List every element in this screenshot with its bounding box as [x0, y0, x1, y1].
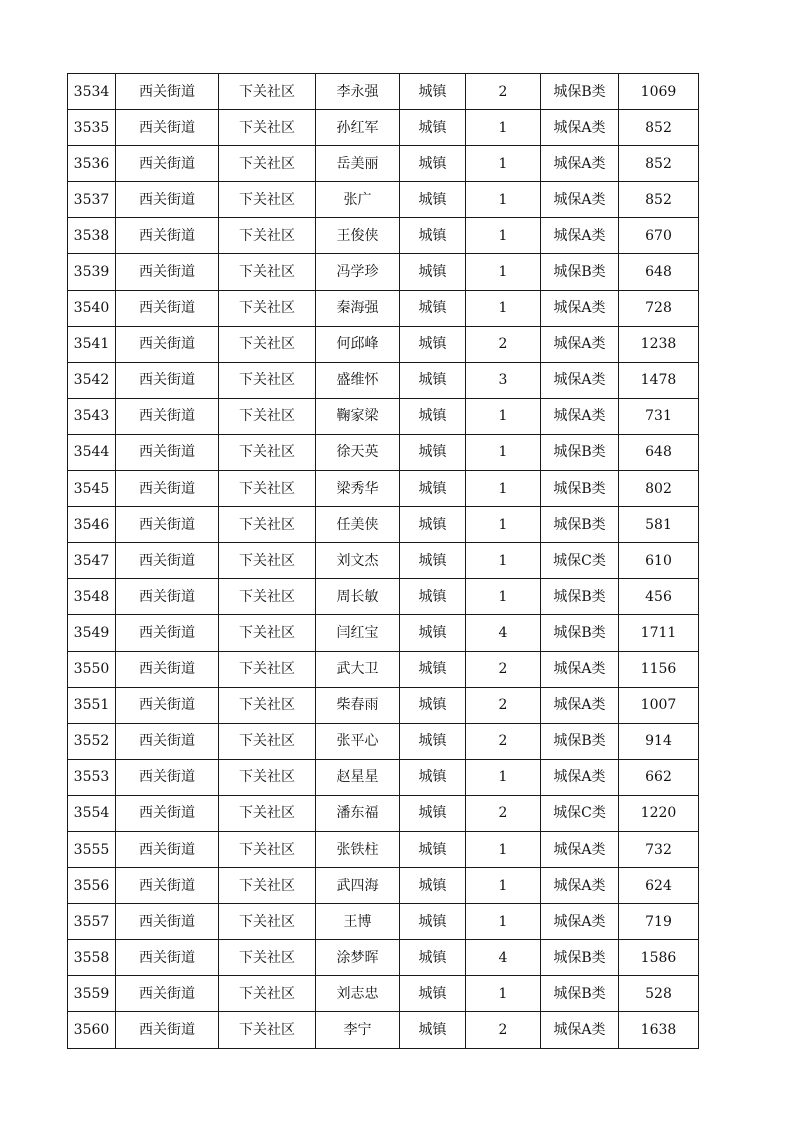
member-count-cell: 1 [466, 579, 541, 615]
street-cell: 西关街道 [116, 74, 219, 110]
community-cell: 下关社区 [219, 687, 316, 723]
household-type-cell: 城镇 [400, 651, 466, 687]
household-type-cell: 城镇 [400, 434, 466, 470]
table-row [68, 904, 699, 940]
street-cell: 西关街道 [116, 904, 219, 940]
community-cell: 下关社区 [219, 976, 316, 1012]
amount-cell: 852 [619, 110, 699, 146]
household-type-cell: 城镇 [400, 543, 466, 579]
name-cell: 鞠家梁 [316, 398, 400, 434]
table-row [68, 976, 699, 1012]
household-type-cell: 城镇 [400, 326, 466, 362]
table-row [68, 831, 699, 867]
table-row [68, 290, 699, 326]
amount-cell: 648 [619, 254, 699, 290]
amount-cell: 1007 [619, 687, 699, 723]
category-cell: 城保A类 [541, 290, 619, 326]
roster-table [67, 73, 699, 1049]
category-cell: 城保A类 [541, 759, 619, 795]
household-type-cell: 城镇 [400, 723, 466, 759]
category-cell: 城保B类 [541, 579, 619, 615]
member-count-cell: 2 [466, 687, 541, 723]
street-cell: 西关街道 [116, 831, 219, 867]
table-row [68, 795, 699, 831]
household-type-cell: 城镇 [400, 74, 466, 110]
name-cell: 王俊侠 [316, 218, 400, 254]
row-id-cell: 3539 [68, 254, 116, 290]
member-count-cell: 2 [466, 795, 541, 831]
member-count-cell: 2 [466, 723, 541, 759]
household-type-cell: 城镇 [400, 976, 466, 1012]
amount-cell: 581 [619, 507, 699, 543]
row-id-cell: 3557 [68, 904, 116, 940]
table-row [68, 254, 699, 290]
street-cell: 西关街道 [116, 326, 219, 362]
category-cell: 城保A类 [541, 1012, 619, 1048]
street-cell: 西关街道 [116, 651, 219, 687]
household-type-cell: 城镇 [400, 290, 466, 326]
name-cell: 徐天英 [316, 434, 400, 470]
community-cell: 下关社区 [219, 398, 316, 434]
street-cell: 西关街道 [116, 182, 219, 218]
street-cell: 西关街道 [116, 940, 219, 976]
name-cell: 孙红军 [316, 110, 400, 146]
household-type-cell: 城镇 [400, 759, 466, 795]
household-type-cell: 城镇 [400, 218, 466, 254]
household-type-cell: 城镇 [400, 362, 466, 398]
name-cell: 赵星星 [316, 759, 400, 795]
amount-cell: 852 [619, 182, 699, 218]
street-cell: 西关街道 [116, 398, 219, 434]
street-cell: 西关街道 [116, 362, 219, 398]
amount-cell: 914 [619, 723, 699, 759]
row-id-cell: 3555 [68, 831, 116, 867]
table-row [68, 182, 699, 218]
member-count-cell: 2 [466, 651, 541, 687]
street-cell: 西关街道 [116, 290, 219, 326]
member-count-cell: 1 [466, 398, 541, 434]
name-cell: 武四海 [316, 868, 400, 904]
household-type-cell: 城镇 [400, 687, 466, 723]
amount-cell: 1156 [619, 651, 699, 687]
amount-cell: 1638 [619, 1012, 699, 1048]
household-type-cell: 城镇 [400, 904, 466, 940]
name-cell: 张广 [316, 182, 400, 218]
table-row [68, 434, 699, 470]
row-id-cell: 3548 [68, 579, 116, 615]
street-cell: 西关街道 [116, 723, 219, 759]
street-cell: 西关街道 [116, 434, 219, 470]
category-cell: 城保A类 [541, 146, 619, 182]
category-cell: 城保A类 [541, 110, 619, 146]
community-cell: 下关社区 [219, 795, 316, 831]
amount-cell: 732 [619, 831, 699, 867]
table-row [68, 471, 699, 507]
row-id-cell: 3543 [68, 398, 116, 434]
amount-cell: 1711 [619, 615, 699, 651]
table-row [68, 507, 699, 543]
household-type-cell: 城镇 [400, 795, 466, 831]
category-cell: 城保A类 [541, 182, 619, 218]
amount-cell: 662 [619, 759, 699, 795]
household-type-cell: 城镇 [400, 182, 466, 218]
street-cell: 西关街道 [116, 218, 219, 254]
name-cell: 潘东福 [316, 795, 400, 831]
row-id-cell: 3535 [68, 110, 116, 146]
category-cell: 城保B类 [541, 471, 619, 507]
table-row [68, 110, 699, 146]
household-type-cell: 城镇 [400, 254, 466, 290]
member-count-cell: 1 [466, 434, 541, 470]
household-type-cell: 城镇 [400, 1012, 466, 1048]
community-cell: 下关社区 [219, 615, 316, 651]
street-cell: 西关街道 [116, 146, 219, 182]
table-row [68, 398, 699, 434]
row-id-cell: 3558 [68, 940, 116, 976]
amount-cell: 852 [619, 146, 699, 182]
community-cell: 下关社区 [219, 218, 316, 254]
category-cell: 城保B类 [541, 507, 619, 543]
row-id-cell: 3541 [68, 326, 116, 362]
community-cell: 下关社区 [219, 362, 316, 398]
member-count-cell: 1 [466, 471, 541, 507]
category-cell: 城保A类 [541, 218, 619, 254]
category-cell: 城保B类 [541, 723, 619, 759]
member-count-cell: 2 [466, 74, 541, 110]
name-cell: 王博 [316, 904, 400, 940]
amount-cell: 670 [619, 218, 699, 254]
category-cell: 城保C类 [541, 795, 619, 831]
row-id-cell: 3551 [68, 687, 116, 723]
street-cell: 西关街道 [116, 543, 219, 579]
community-cell: 下关社区 [219, 110, 316, 146]
category-cell: 城保A类 [541, 326, 619, 362]
name-cell: 李永强 [316, 74, 400, 110]
community-cell: 下关社区 [219, 326, 316, 362]
category-cell: 城保B类 [541, 940, 619, 976]
row-id-cell: 3552 [68, 723, 116, 759]
name-cell: 梁秀华 [316, 471, 400, 507]
member-count-cell: 1 [466, 218, 541, 254]
street-cell: 西关街道 [116, 507, 219, 543]
member-count-cell: 4 [466, 940, 541, 976]
name-cell: 闫红宝 [316, 615, 400, 651]
table-row [68, 1012, 699, 1048]
roster-table-body [68, 74, 699, 1049]
row-id-cell: 3553 [68, 759, 116, 795]
name-cell: 盛维怀 [316, 362, 400, 398]
member-count-cell: 1 [466, 254, 541, 290]
community-cell: 下关社区 [219, 651, 316, 687]
category-cell: 城保A类 [541, 362, 619, 398]
row-id-cell: 3537 [68, 182, 116, 218]
community-cell: 下关社区 [219, 1012, 316, 1048]
community-cell: 下关社区 [219, 940, 316, 976]
name-cell: 李宁 [316, 1012, 400, 1048]
row-id-cell: 3544 [68, 434, 116, 470]
row-id-cell: 3559 [68, 976, 116, 1012]
name-cell: 岳美丽 [316, 146, 400, 182]
table-row [68, 723, 699, 759]
household-type-cell: 城镇 [400, 110, 466, 146]
category-cell: 城保B类 [541, 976, 619, 1012]
table-row [68, 615, 699, 651]
street-cell: 西关街道 [116, 687, 219, 723]
amount-cell: 528 [619, 976, 699, 1012]
amount-cell: 1586 [619, 940, 699, 976]
amount-cell: 1478 [619, 362, 699, 398]
table-row [68, 868, 699, 904]
amount-cell: 624 [619, 868, 699, 904]
row-id-cell: 3556 [68, 868, 116, 904]
row-id-cell: 3549 [68, 615, 116, 651]
name-cell: 任美侠 [316, 507, 400, 543]
row-id-cell: 3547 [68, 543, 116, 579]
community-cell: 下关社区 [219, 904, 316, 940]
table-row [68, 543, 699, 579]
amount-cell: 648 [619, 434, 699, 470]
amount-cell: 719 [619, 904, 699, 940]
row-id-cell: 3540 [68, 290, 116, 326]
category-cell: 城保B类 [541, 434, 619, 470]
member-count-cell: 3 [466, 362, 541, 398]
name-cell: 张铁柱 [316, 831, 400, 867]
household-type-cell: 城镇 [400, 398, 466, 434]
member-count-cell: 1 [466, 831, 541, 867]
name-cell: 涂梦晖 [316, 940, 400, 976]
category-cell: 城保A类 [541, 831, 619, 867]
community-cell: 下关社区 [219, 831, 316, 867]
amount-cell: 1069 [619, 74, 699, 110]
household-type-cell: 城镇 [400, 940, 466, 976]
category-cell: 城保A类 [541, 687, 619, 723]
community-cell: 下关社区 [219, 868, 316, 904]
name-cell: 刘文杰 [316, 543, 400, 579]
row-id-cell: 3550 [68, 651, 116, 687]
member-count-cell: 2 [466, 1012, 541, 1048]
street-cell: 西关街道 [116, 615, 219, 651]
community-cell: 下关社区 [219, 146, 316, 182]
amount-cell: 731 [619, 398, 699, 434]
community-cell: 下关社区 [219, 254, 316, 290]
street-cell: 西关街道 [116, 868, 219, 904]
community-cell: 下关社区 [219, 471, 316, 507]
row-id-cell: 3546 [68, 507, 116, 543]
street-cell: 西关街道 [116, 795, 219, 831]
member-count-cell: 1 [466, 759, 541, 795]
household-type-cell: 城镇 [400, 615, 466, 651]
street-cell: 西关街道 [116, 759, 219, 795]
name-cell: 何邱峰 [316, 326, 400, 362]
community-cell: 下关社区 [219, 543, 316, 579]
table-row [68, 326, 699, 362]
name-cell: 刘志忠 [316, 976, 400, 1012]
table-row [68, 362, 699, 398]
street-cell: 西关街道 [116, 1012, 219, 1048]
street-cell: 西关街道 [116, 254, 219, 290]
category-cell: 城保A类 [541, 398, 619, 434]
community-cell: 下关社区 [219, 723, 316, 759]
household-type-cell: 城镇 [400, 579, 466, 615]
table-row [68, 687, 699, 723]
community-cell: 下关社区 [219, 290, 316, 326]
category-cell: 城保B类 [541, 615, 619, 651]
amount-cell: 456 [619, 579, 699, 615]
row-id-cell: 3534 [68, 74, 116, 110]
name-cell: 周长敏 [316, 579, 400, 615]
street-cell: 西关街道 [116, 110, 219, 146]
amount-cell: 1238 [619, 326, 699, 362]
category-cell: 城保A类 [541, 904, 619, 940]
member-count-cell: 1 [466, 904, 541, 940]
row-id-cell: 3542 [68, 362, 116, 398]
member-count-cell: 1 [466, 290, 541, 326]
table-row [68, 218, 699, 254]
category-cell: 城保A类 [541, 868, 619, 904]
category-cell: 城保C类 [541, 543, 619, 579]
household-type-cell: 城镇 [400, 868, 466, 904]
community-cell: 下关社区 [219, 182, 316, 218]
street-cell: 西关街道 [116, 579, 219, 615]
member-count-cell: 1 [466, 507, 541, 543]
amount-cell: 802 [619, 471, 699, 507]
amount-cell: 610 [619, 543, 699, 579]
street-cell: 西关街道 [116, 976, 219, 1012]
row-id-cell: 3538 [68, 218, 116, 254]
community-cell: 下关社区 [219, 434, 316, 470]
member-count-cell: 1 [466, 182, 541, 218]
community-cell: 下关社区 [219, 74, 316, 110]
row-id-cell: 3560 [68, 1012, 116, 1048]
amount-cell: 1220 [619, 795, 699, 831]
member-count-cell: 1 [466, 976, 541, 1012]
name-cell: 秦海强 [316, 290, 400, 326]
name-cell: 冯学珍 [316, 254, 400, 290]
household-type-cell: 城镇 [400, 507, 466, 543]
community-cell: 下关社区 [219, 507, 316, 543]
community-cell: 下关社区 [219, 579, 316, 615]
table-row [68, 940, 699, 976]
household-type-cell: 城镇 [400, 146, 466, 182]
member-count-cell: 1 [466, 868, 541, 904]
table-row [68, 579, 699, 615]
table-row [68, 74, 699, 110]
member-count-cell: 1 [466, 146, 541, 182]
name-cell: 张平心 [316, 723, 400, 759]
row-id-cell: 3545 [68, 471, 116, 507]
member-count-cell: 1 [466, 110, 541, 146]
table-row [68, 759, 699, 795]
category-cell: 城保A类 [541, 651, 619, 687]
row-id-cell: 3536 [68, 146, 116, 182]
member-count-cell: 1 [466, 543, 541, 579]
table-row [68, 651, 699, 687]
table-row [68, 146, 699, 182]
amount-cell: 728 [619, 290, 699, 326]
name-cell: 武大卫 [316, 651, 400, 687]
category-cell: 城保B类 [541, 254, 619, 290]
street-cell: 西关街道 [116, 471, 219, 507]
household-type-cell: 城镇 [400, 471, 466, 507]
member-count-cell: 2 [466, 326, 541, 362]
household-type-cell: 城镇 [400, 831, 466, 867]
community-cell: 下关社区 [219, 759, 316, 795]
row-id-cell: 3554 [68, 795, 116, 831]
name-cell: 柴春雨 [316, 687, 400, 723]
category-cell: 城保B类 [541, 74, 619, 110]
member-count-cell: 4 [466, 615, 541, 651]
